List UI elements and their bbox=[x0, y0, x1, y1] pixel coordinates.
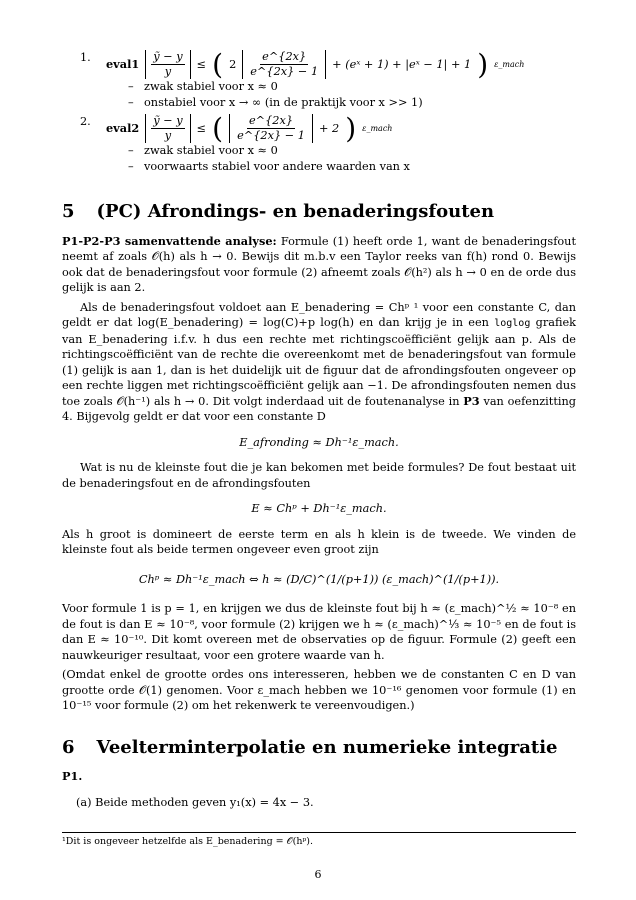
paragraph: (Omdat enkel de grootte ordes ons interesseren, hebben we de constanten C en D van grootte orde 𝒪(1) genomen. Voor ε_mach hebben we 10⁻¹⁶ genomen voor formule (1) en 10⁻¹⁵ voor formule (2) om het rekenwerk te vereenvoudigen.) bbox=[62, 668, 576, 712]
bullet: – onstabiel voor x → ∞ (in de praktijk voor x >> 1) bbox=[128, 95, 423, 109]
bullet-text: voorwaarts stabiel voor andere waarden van x bbox=[144, 159, 410, 173]
paragraph: Als h groot is domineert de eerste term en als h klein is de tweede. We vinden de kleinste fout als beide termen ongeveer even groot zijn bbox=[62, 527, 576, 556]
section-number: 6 bbox=[62, 736, 75, 758]
coefficient: 2 bbox=[229, 57, 237, 71]
formula-tail: + 2 bbox=[318, 121, 340, 135]
paragraph: Voor formule 1 is p = 1, en krijgen we dus de kleinste fout bij h ≈ (ε_mach)^½ ≈ 10⁻⁸ en de fout is dan E ≈ 10⁻⁸, voor formule (2) krijgen we h ≈ (ε_mach)^⅓ ≈ 10⁻⁵ en de fout is dan E ≈ 10⁻¹⁰. Dit komt overeen met de observaties op de figuur. Formule (2) geeft een nauwkeuriger resultaat, voor een grotere waarde van h. bbox=[62, 602, 576, 662]
section-title: (PC) Afrondings- en benaderingsfouten bbox=[96, 201, 495, 222]
paragraph bbox=[62, 300, 576, 425]
le-symbol: ≤ bbox=[196, 57, 207, 71]
section-heading bbox=[62, 736, 576, 758]
section-heading bbox=[62, 201, 576, 222]
abs-fraction bbox=[145, 50, 190, 79]
list-item bbox=[80, 47, 576, 110]
footnote bbox=[62, 832, 576, 847]
bullet: – voorwaarts stabiel voor andere waarden van x bbox=[128, 159, 410, 173]
list-item bbox=[80, 111, 576, 174]
bullet-text: zwak stabiel voor x ≈ 0 bbox=[144, 80, 278, 93]
epsilon-mach: ε_mach bbox=[362, 123, 393, 133]
lead-label: P1-P2-P3 samenvattende analyse: bbox=[62, 233, 277, 248]
epsilon-mach: ε_mach bbox=[494, 59, 525, 69]
code-text: loglog bbox=[494, 318, 531, 329]
fraction-numerator: ỹ − y bbox=[153, 50, 183, 63]
item-label: eval1 bbox=[106, 56, 140, 71]
paragraph-text: grafiek van E_benadering i.f.v. h dus een rechte met richtingscoëfficiënt gelijk aan p. Als de richtingscoëfficiënt van de rechte die overeenkomt met de benaderingsfout van formule (1) gelijk is aan 1, dan is het duidelijk uit de figuur dat de afrondingsfouten ongeveer op een rechte liggen met richtingscoëfficiënt gelijk aan −1. De afrondingsfouten nemen dus toe zoals 𝒪(h⁻¹) als h → 0. Dit volgt inderdaad uit de foutenanalyse in bbox=[62, 316, 577, 408]
page-number: 6 bbox=[314, 868, 322, 881]
footnote-text: ¹Dit is ongeveer hetzelfde als E_benadering = 𝒪(hᵖ). bbox=[62, 836, 313, 847]
item-number: 1. bbox=[80, 51, 91, 64]
equation: E ≈ Chᵖ + Dh⁻¹ε_mach. bbox=[251, 502, 387, 515]
abs-fraction bbox=[229, 114, 313, 143]
bullet: – zwak stabiel voor x ≈ 0 bbox=[128, 144, 278, 157]
document-page bbox=[62, 47, 577, 810]
section-number: 5 bbox=[62, 201, 75, 222]
paragraph-text: Als de benaderingsfout voldoet aan E_benadering = Chᵖ ¹ voor een constante C, dan geldt er dat log(E_benadering) = log(C)+p log(h) en dan krijg je in een bbox=[62, 300, 576, 329]
fraction-numerator: e^{2x} bbox=[262, 50, 307, 63]
paragraph: Wat is nu de kleinste fout die je kan bekomen met beide formules? De fout bestaat uit de benaderingsfout en de afrondingsfouten bbox=[62, 461, 576, 490]
formula-tail: + (eˣ + 1) + |eˣ − 1| + 1 bbox=[332, 57, 472, 71]
bullet-text: onstabiel voor x → ∞ (in de praktijk voor x >> 1) bbox=[144, 95, 423, 109]
bullet: – zwak stabiel voor x ≈ 0 bbox=[128, 80, 278, 93]
paragraph bbox=[62, 234, 576, 296]
paragraph-text: Formule (1) heeft orde 1, want de benaderingsfout neemt af zoals 𝒪(h) als h → 0. Bewijs dit m.b.v een Taylor reeks van f(h) rond 0. Bewijs ook dat de benaderingsfout voor formule (2) afneemt zoals 𝒪(h²) als h → 0 en de orde dus gelijk is aan 2. bbox=[62, 234, 576, 294]
fraction-denominator: y bbox=[164, 129, 172, 142]
abs-fraction bbox=[145, 114, 190, 143]
formula-row: eval2 $\frac{\text{ỹ − y}}{y}$ ≤ ( $\frac{e\^{}\{2x\}}{e\^{}\{2x\} - 1}$ + 2 ) ε_mach bbox=[106, 111, 393, 145]
item-number: 2. bbox=[80, 115, 91, 128]
fraction-numerator: e^{2x} bbox=[248, 114, 294, 127]
fraction-numerator: ỹ − y bbox=[153, 114, 183, 127]
abs-fraction bbox=[242, 50, 326, 79]
paragraph-text: van oefenzitting 4. Bijgevolg geldt er dat voor een constante D bbox=[62, 394, 576, 423]
problem-label: P1. bbox=[62, 769, 83, 783]
item-label: eval2 bbox=[106, 120, 140, 135]
fraction-denominator: e^{2x} − 1 bbox=[237, 129, 305, 142]
le-symbol: ≤ bbox=[196, 121, 207, 135]
section-title: Veelterminterpolatie en numerieke integratie bbox=[96, 736, 558, 758]
equation: Chᵖ ≈ Dh⁻¹ε_mach ⇔ h ≈ (D/C)^(1/(p+1)) (ε_mach)^(1/(p+1)). bbox=[138, 572, 500, 586]
equation: E_afronding ≈ Dh⁻¹ε_mach. bbox=[239, 435, 399, 449]
bullet-text: zwak stabiel voor x ≈ 0 bbox=[144, 144, 278, 157]
fraction-denominator: y bbox=[164, 65, 172, 78]
fraction-denominator: e^{2x} − 1 bbox=[250, 65, 319, 78]
formula-row: eval1 $\frac{\text{ỹ − y}}{y}$ ≤ ( 2 $\frac{e\^{}\{2x\}}{e\^{}\{2x\} - 1}$ + (eˣ + 1) + |eˣ − 1| + 1 ) ε_mach bbox=[106, 47, 525, 81]
sub-item: (a) Beide methoden geven y₁(x) = 4x − 3. bbox=[76, 795, 314, 809]
bold-ref: P3 bbox=[463, 393, 480, 408]
